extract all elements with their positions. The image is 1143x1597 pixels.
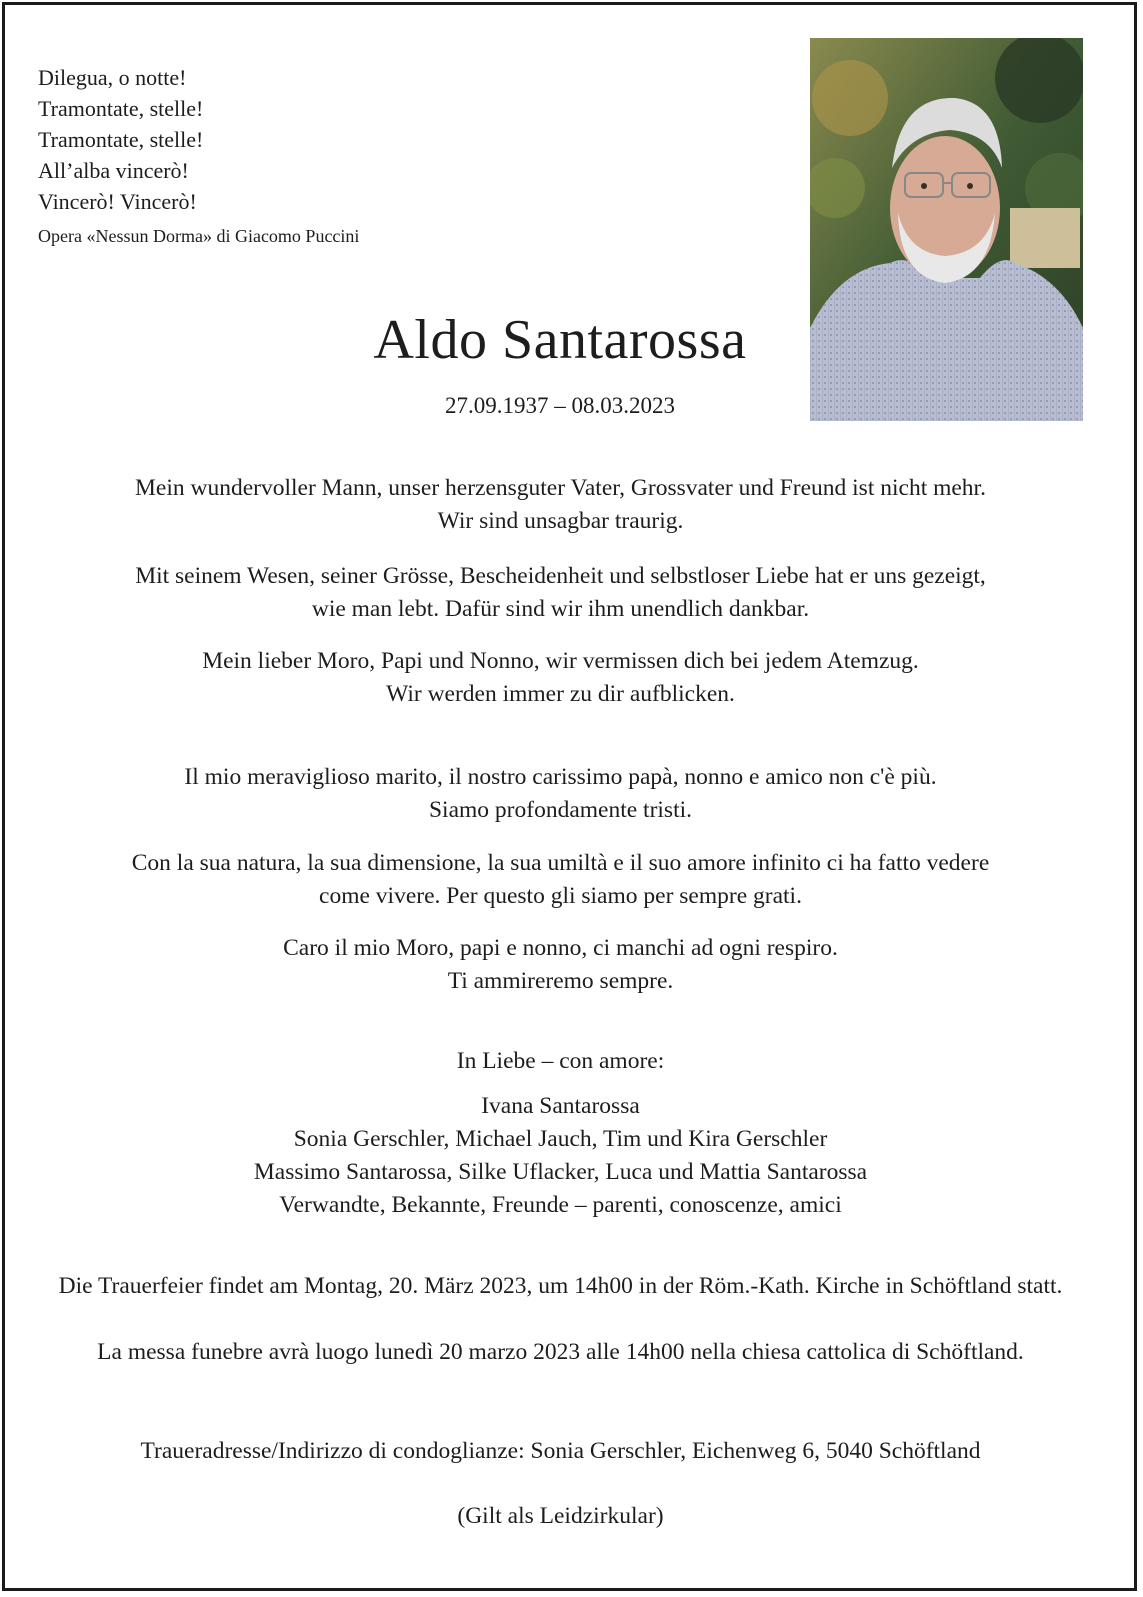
german-paragraph-2: [38, 560, 1083, 626]
german-paragraph-1: [38, 472, 1083, 538]
mourners-list: [38, 1090, 1083, 1222]
text-line: Il mio meraviglioso marito, il nostro carissimo papà, nonno e amico non c'è più.: [184, 764, 937, 790]
text-line: Mein wundervoller Mann, unser herzensguter Vater, Grossvater und Freund ist nicht mehr.: [135, 475, 986, 501]
text-line: In Liebe – con amore:: [456, 1048, 665, 1074]
text-line: Wir sind unsagbar traurig.: [437, 508, 684, 534]
poem-line: All’alba vincerò!: [38, 158, 189, 183]
text-line: (Gilt als Leidzirkular): [457, 1503, 664, 1529]
service-german: Die Trauerfeier findet am Montag, 20. März 2023, um 14h00 in der Röm.-Kath. Kirche in Schöftland statt.: [58, 1273, 1063, 1299]
text-line: Mit seinem Wesen, seiner Grösse, Bescheidenheit und selbstloser Liebe hat er uns gezeigt,: [135, 563, 986, 589]
mourner-line: Ivana Santarossa: [481, 1093, 640, 1119]
poem-line: Tramontate, stelle!: [38, 96, 204, 121]
circular-note: [38, 1500, 1083, 1533]
deceased-name: Aldo Santarossa: [373, 309, 747, 371]
text-line: Siamo profondamente tristi.: [428, 797, 693, 823]
poem-line: Dilegua, o notte!: [38, 65, 187, 90]
poem-line: Vincerò! Vincerò!: [38, 189, 197, 214]
service-italian: La messa funebre avrà luogo lunedì 20 marzo 2023 alle 14h00 nella chiesa cattolica di Schöftland.: [97, 1339, 1024, 1365]
text-line: Caro il mio Moro, papi e nonno, ci manchi ad ogni respiro.: [283, 935, 838, 961]
condolence-address: Traueradresse/Indirizzo di condoglianze: Sonia Gerschler, Eichenweg 6, 5040 Schöftland: [140, 1438, 981, 1464]
text-line: Ti ammireremo sempre.: [447, 968, 674, 994]
german-paragraph-3: [38, 645, 1083, 711]
italian-paragraph-2: [38, 847, 1083, 913]
italian-paragraph-3: [38, 932, 1083, 998]
italian-paragraph-1: [38, 761, 1083, 827]
mourner-line: Massimo Santarossa, Silke Uflacker, Luca und Mattia Santarossa: [253, 1159, 868, 1185]
poem-credit: Opera «Nessun Dorma» di Giacomo Puccini: [38, 226, 360, 246]
text-line: Con la sua natura, la sua dimensione, la sua umiltà e il suo amore infinito ci ha fatto vedere: [131, 850, 990, 876]
mourner-line: Sonia Gerschler, Michael Jauch, Tim und Kira Gerschler: [293, 1126, 828, 1152]
text-line: wie man lebt. Dafür sind wir ihm unendlich dankbar.: [311, 596, 810, 622]
text-line: come vivere. Per questo gli siamo per sempre grati.: [319, 883, 802, 909]
mourners-intro: [38, 1045, 1083, 1078]
life-dates: 27.09.1937 – 08.03.2023: [445, 393, 675, 418]
poem: [38, 62, 359, 252]
text-line: Mein lieber Moro, Papi und Nonno, wir vermissen dich bei jedem Atemzug.: [202, 648, 919, 674]
mourner-line: Verwandte, Bekannte, Freunde – parenti, conoscenze, amici: [279, 1192, 842, 1218]
poem-line: Tramontate, stelle!: [38, 127, 204, 152]
text-line: Wir werden immer zu dir aufblicken.: [386, 681, 735, 707]
